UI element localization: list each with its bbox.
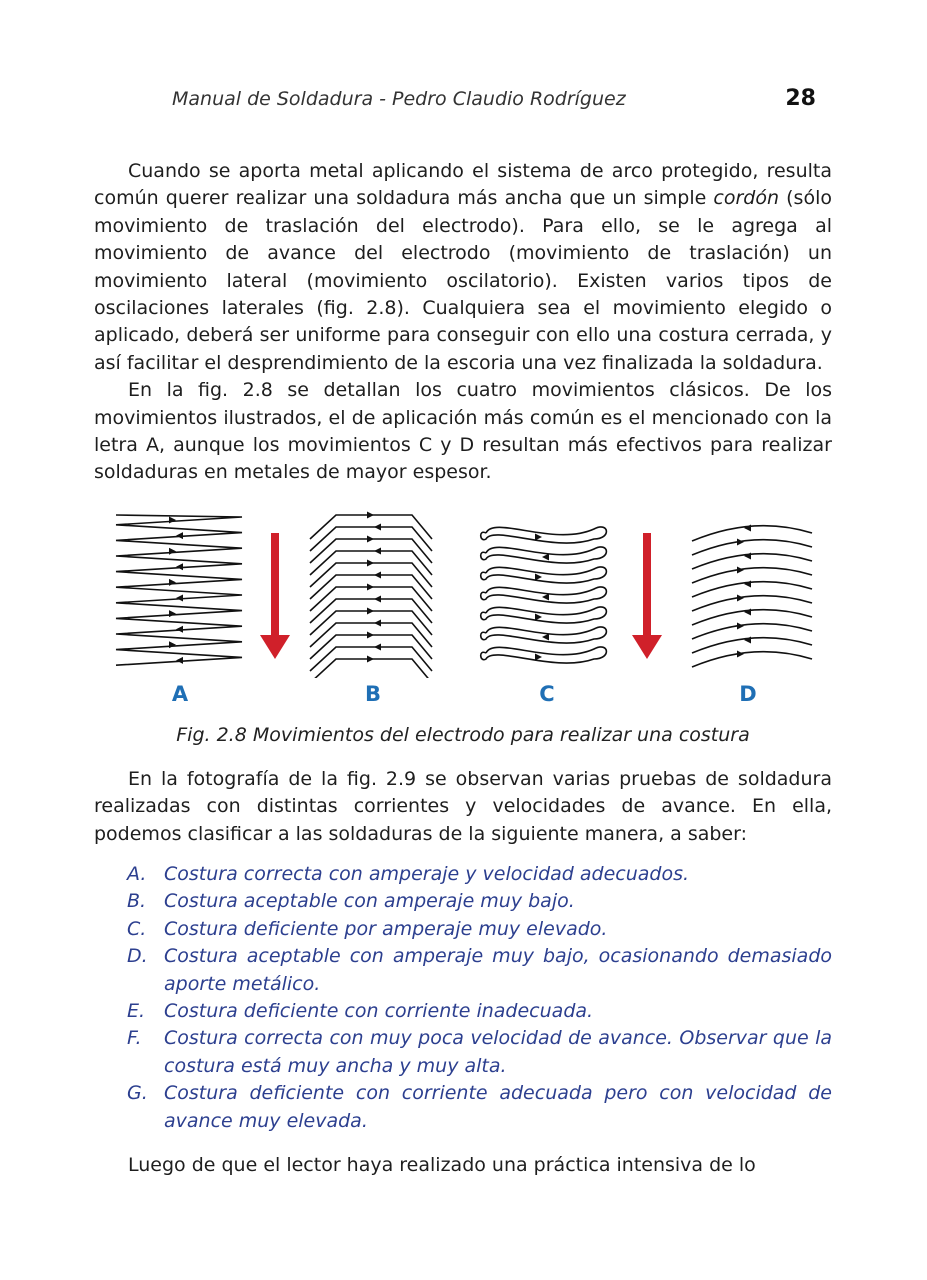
emphasis-cordon: cordón bbox=[713, 187, 780, 210]
page-header bbox=[0, 86, 927, 116]
intro-text bbox=[94, 158, 832, 487]
label-a: A bbox=[171, 682, 189, 706]
pattern-d-arcs bbox=[692, 525, 812, 668]
closing-text bbox=[94, 1152, 832, 1179]
pattern-b-chevron bbox=[310, 512, 432, 679]
list-item: D. Costura aceptable con amperaje muy bajo, ocasionando demasiado aporte metálico. bbox=[127, 945, 832, 995]
pattern-a-zigzag bbox=[116, 515, 242, 665]
list-item: B. Costura aceptable con amperaje muy bajo. bbox=[127, 890, 575, 913]
travel-direction-arrow-2 bbox=[632, 533, 662, 659]
list-item: E. Costura deficiente con corriente inadecuada. bbox=[127, 1000, 594, 1023]
pattern-c-loops bbox=[481, 527, 607, 663]
paragraph-3: En la fotografía de la fig. 2.9 se observan varias pruebas de soldadura realizadas con distintas corrientes y velocidades de avance. En ella, podemos clasificar a las soldaduras de la siguiente manera, a saber: bbox=[94, 768, 832, 845]
figure-2-8 bbox=[94, 503, 832, 708]
classification-intro bbox=[94, 766, 832, 848]
list-item: F. Costura correcta con muy poca velocidad de avance. Observar que la costura está muy ancha y muy alta. bbox=[127, 1027, 832, 1077]
label-d: D bbox=[739, 682, 757, 706]
paragraph-2: En la fig. 2.8 se detallan los cuatro movimientos clásicos. De los movimientos ilustrados, el de aplicación más común es el mencionado con la letra A, aunque los movimientos C y D resultan más efectivos para realizar soldaduras en metales de mayor espesor. bbox=[94, 379, 832, 484]
page-number: 28 bbox=[785, 86, 816, 111]
label-c: C bbox=[539, 682, 555, 706]
paragraph-4: Luego de que el lector haya realizado una práctica intensiva de lo bbox=[128, 1154, 756, 1176]
figure-caption: Fig. 2.8 Movimientos del electrodo para realizar una costura bbox=[176, 724, 750, 746]
weld-classification-list bbox=[94, 861, 832, 1135]
running-title: Manual de Soldadura - Pedro Claudio Rodríguez bbox=[172, 88, 626, 110]
electrode-movements-diagram bbox=[94, 503, 832, 678]
list-item: G. Costura deficiente con corriente adecuada pero con velocidad de avance muy elevada. bbox=[127, 1082, 832, 1132]
travel-direction-arrow-1 bbox=[260, 533, 290, 659]
label-b: B bbox=[364, 682, 381, 706]
paragraph-1: Cuando se aporta metal aplicando el sistema de arco protegido, resulta común querer realizar una soldadura más ancha que un simple cordón (sólo movimiento de traslación del electrodo). Para ello, se le agrega al movimiento de avance del electrodo (movimiento de traslación) un movimiento lateral (movimiento oscilatorio). Existen varios tipos de oscilaciones laterales (fig. 2.8). Cualquiera sea el movimiento elegido o aplicado, deberá ser uniforme para conseguir con ello una costura cerrada, y así facilitar el desprendimiento de la escoria una vez finalizada la soldadura. bbox=[94, 160, 832, 374]
list-item: A. Costura correcta con amperaje y velocidad adecuados. bbox=[127, 863, 690, 885]
list-item: C. Costura deficiente por amperaje muy elevado. bbox=[127, 917, 608, 940]
